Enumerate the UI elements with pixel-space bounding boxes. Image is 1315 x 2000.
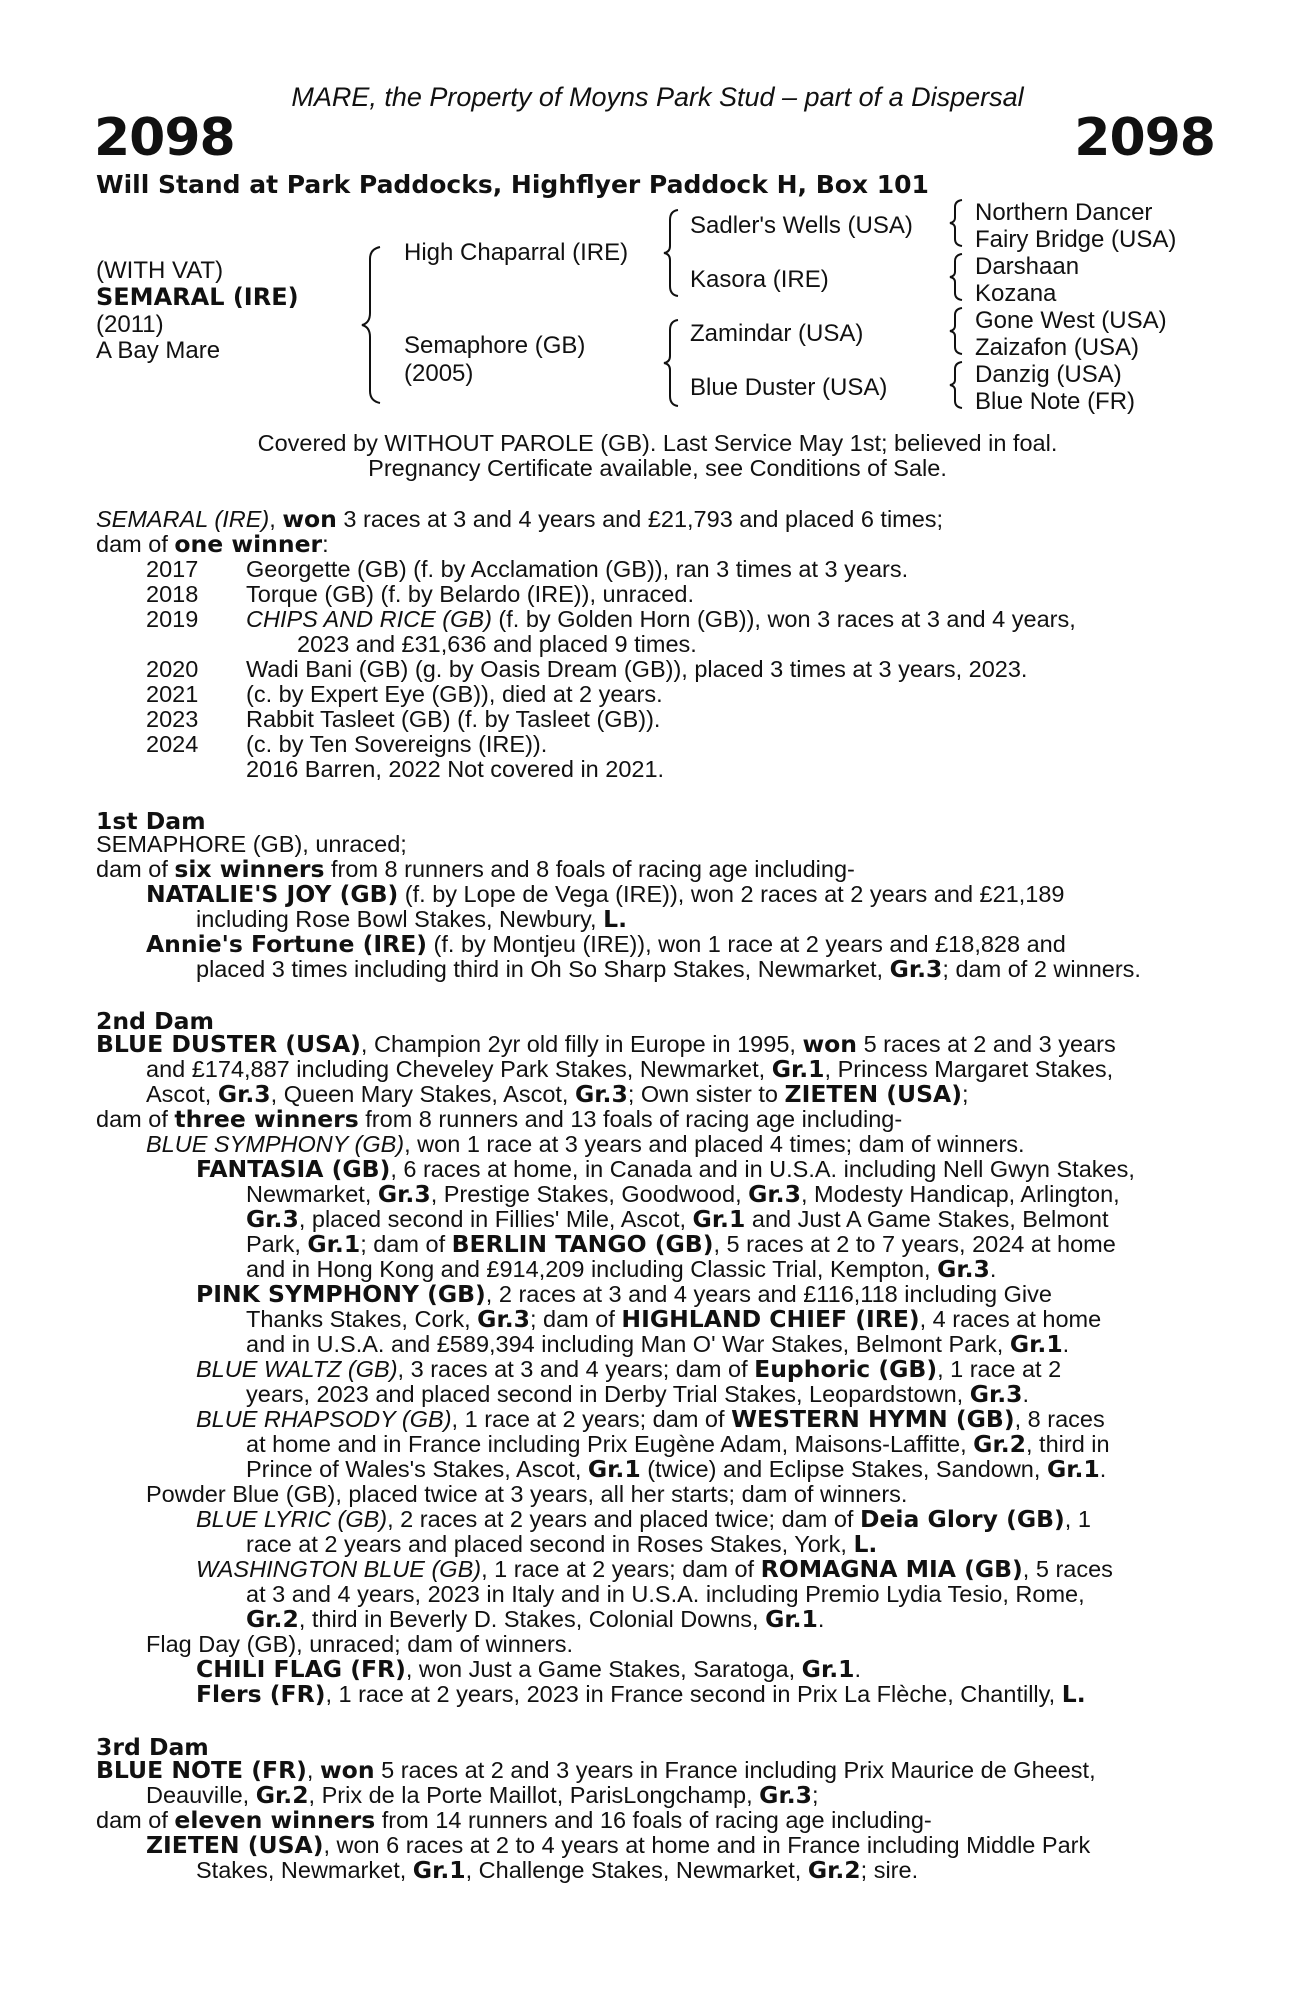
dam2-line [196, 1557, 1113, 1583]
text: , Prix de la Porte Maillot, ParisLongchamp, [308, 1782, 760, 1808]
grade: L. [603, 905, 627, 933]
text: Newmarket, [246, 1181, 378, 1207]
text: from 8 runners and 8 foals of racing age including- [324, 856, 855, 882]
winner-count: eleven winners [174, 1806, 376, 1834]
section-heading-3rd-dam: 3rd Dam [96, 1733, 209, 1761]
horse-name: PINK SYMPHONY (GB) [196, 1280, 486, 1308]
horse-name: NATALIE'S JOY (GB) [146, 880, 399, 908]
vat-note: (WITH VAT) [96, 257, 224, 284]
text: . [817, 1606, 825, 1632]
dam2-line [196, 1682, 1086, 1708]
dam2-line: at 3 and 4 years, 2023 in Italy and in U.S.A. including Premio Lydia Tesio, Rome, [246, 1581, 1085, 1607]
grade: Gr.2 [255, 1781, 309, 1809]
grade: Gr.1 [801, 1655, 855, 1683]
produce-text: Wadi Bani (GB) (g. by Oasis Dream (GB)), placed 3 times at 3 years, 2023. [246, 656, 1028, 682]
dam2-line [196, 1407, 1105, 1433]
text: , 4 races at home [919, 1306, 1102, 1332]
text: . [854, 1656, 862, 1682]
text: dam of [96, 856, 175, 882]
text: (f. by Montjeu (IRE)), won 1 race at 2 years and £18,828 and [427, 931, 1066, 957]
grade: Gr.2 [246, 1605, 299, 1633]
produce-text: Georgette (GB) (f. by Acclamation (GB)), ran 3 times at 3 years. [246, 556, 909, 582]
text: Park, [246, 1231, 308, 1257]
horse-name: BLUE DUSTER (USA) [96, 1030, 361, 1058]
dam2-line [146, 1057, 1113, 1083]
grade: L. [853, 1530, 878, 1558]
grade: Gr.1 [307, 1230, 361, 1258]
horse-name: FANTASIA (GB) [196, 1155, 391, 1183]
great-grandparent-3: Darshaan [975, 253, 1080, 280]
text: , [306, 1757, 320, 1783]
text: ; dam of [529, 1306, 622, 1332]
produce-text: (c. by Ten Sovereigns (IRE)). [246, 731, 548, 757]
great-grandparent-2: Fairy Bridge (USA) [975, 226, 1177, 253]
text: , 1 [1064, 1506, 1091, 1532]
grade: Gr.1 [412, 1856, 466, 1884]
winner-count: three winners [174, 1105, 359, 1133]
dam2-line [246, 1207, 1108, 1233]
produce-row [146, 707, 660, 733]
horse-name: ROMAGNA MIA (GB) [760, 1555, 1023, 1583]
produce-row-continuation [297, 632, 697, 658]
grade: Gr.3 [575, 1080, 628, 1108]
text: . [989, 1256, 997, 1282]
dam2-line [196, 1657, 861, 1683]
grade: Gr.1 [587, 1455, 641, 1483]
grade: Gr.2 [807, 1856, 861, 1884]
horse-name: ZIETEN (USA) [146, 1831, 324, 1859]
text: placed 3 times including third in Oh So Sharp Stakes, Newmarket, [196, 956, 890, 982]
horse-name: WESTERN HYMN (GB) [731, 1405, 1015, 1433]
horse-description: A Bay Mare [96, 337, 221, 364]
text: , 8 races [1014, 1406, 1105, 1432]
produce-row [146, 657, 1027, 683]
won-label: won [282, 505, 337, 533]
horse-name: BERLIN TANGO (GB) [451, 1230, 714, 1258]
horse-year: (2011) [96, 311, 164, 338]
produce-text: Torque (GB) (f. by Belardo (IRE)), unraced. [246, 581, 694, 607]
dam1-line [196, 957, 1141, 983]
text: 3 races at 3 and 4 years and £21,793 and placed 6 times; [336, 506, 944, 532]
grade: L. [1061, 1680, 1086, 1708]
text: ; dam of 2 winners. [942, 956, 1141, 982]
dam2-line [196, 1282, 1052, 1308]
text: , placed second in Fillies' Mile, Ascot, [298, 1206, 693, 1232]
produce-year: 2021 [146, 681, 199, 707]
text: , Queen Mary Stakes, Ascot, [270, 1081, 575, 1107]
text: ; sire. [860, 1857, 919, 1883]
grandsire-2: Zamindar (USA) [690, 320, 864, 347]
text: race at 2 years and placed second in Roses Stakes, York, [246, 1531, 854, 1557]
won-label: won [319, 1756, 375, 1784]
text: , [269, 506, 283, 532]
text: Stakes, Newmarket, [196, 1857, 413, 1883]
dam2-line: Flag Day (GB), unraced; dam of winners. [146, 1631, 574, 1657]
text: and £174,887 including Cheveley Park Stakes, Newmarket, [146, 1056, 772, 1082]
lot-number-left: 2098 [94, 108, 235, 168]
grade: Gr.3 [889, 955, 943, 983]
grade: Gr.1 [1009, 1330, 1063, 1358]
grade: Gr.3 [937, 1255, 990, 1283]
dam2-line [246, 1432, 1110, 1458]
produce-year: 2018 [146, 581, 199, 607]
pedigree-brace-g1 [948, 198, 968, 248]
horse-name: Deia Glory (GB) [859, 1505, 1065, 1533]
granddam-1: Kasora (IRE) [690, 266, 829, 293]
horse-name: SEMARAL (IRE) [96, 283, 299, 311]
produce-year: 2024 [146, 731, 199, 757]
text: , won Just a Game Stakes, Saratoga, [405, 1656, 802, 1682]
dam2-line [246, 1332, 1069, 1358]
dam-of-line [96, 532, 329, 558]
grade: Gr.3 [759, 1781, 812, 1809]
text: and Just A Game Stakes, Belmont [745, 1206, 1109, 1232]
text: ; Own sister to [627, 1081, 785, 1107]
text: , third in Beverly D. Stakes, Colonial Downs, [298, 1606, 766, 1632]
horse-name: WASHINGTON BLUE (GB) [196, 1556, 482, 1582]
text: : [322, 531, 329, 557]
text: , Prestige Stakes, Goodwood, [430, 1181, 749, 1207]
winner-count: one winner [174, 530, 323, 558]
text: from 8 runners and 13 foals of racing age including- [358, 1106, 903, 1132]
grade: Gr.3 [377, 1180, 431, 1208]
text: , Modesty Handicap, Arlington, [800, 1181, 1120, 1207]
grade: Gr.3 [246, 1205, 299, 1233]
produce-text: (f. by Golden Horn (GB)), won 3 races at 3 and 4 years, [491, 606, 1076, 632]
text: from 14 runners and 16 foals of racing age including- [375, 1807, 932, 1833]
page-subtitle: MARE, the Property of Moyns Park Stud – part of a Dispersal [291, 82, 1024, 112]
great-grandparent-4: Kozana [975, 280, 1057, 307]
text: (twice) and Eclipse Stakes, Sandown, [640, 1456, 1047, 1482]
dam2-line [96, 1032, 1116, 1058]
produce-text: 2023 and £31,636 and placed 9 times. [297, 631, 697, 657]
text: , Princess Margaret Stakes, [824, 1056, 1114, 1082]
text: , 6 races at home, in Canada and in U.S.A. including Nell Gwyn Stakes, [390, 1156, 1135, 1182]
text: , 5 races [1022, 1556, 1113, 1582]
dam3-line [146, 1783, 819, 1809]
dam2-line [146, 1082, 969, 1108]
dam1-line: SEMAPHORE (GB), unraced; [96, 831, 407, 857]
great-grandparent-7: Danzig (USA) [975, 361, 1122, 388]
grade: Gr.1 [771, 1055, 825, 1083]
text: including Rose Bowl Stakes, Newbury, [196, 906, 604, 932]
text: , 1 race at 2 years; dam of [451, 1406, 732, 1432]
grade: Gr.3 [748, 1180, 801, 1208]
produce-text: (c. by Expert Eye (GB)), died at 2 years. [246, 681, 663, 707]
dam1-line [96, 857, 855, 883]
dam2-line [246, 1607, 824, 1633]
dam2-line [196, 1157, 1135, 1183]
produce-winner-name: CHIPS AND RICE (GB) [246, 606, 492, 632]
dam3-line [96, 1758, 1096, 1784]
produce-year: 2017 [146, 556, 199, 582]
mare-summary [96, 507, 943, 533]
text: Prince of Wales's Stakes, Ascot, [246, 1456, 588, 1482]
text: ; [961, 1081, 969, 1107]
section-heading-2nd-dam: 2nd Dam [96, 1007, 214, 1035]
dam2-line [246, 1382, 1029, 1408]
horse-name: CHILI FLAG (FR) [196, 1655, 406, 1683]
dam2-line [246, 1232, 1116, 1258]
text: dam of [96, 531, 175, 557]
grade: Gr.3 [969, 1380, 1023, 1408]
text: 5 races at 2 and 3 years in France including Prix Maurice de Gheest, [374, 1757, 1096, 1783]
text: , 1 race at 2 years, 2023 in France second in Prix La Flèche, Chantilly, [325, 1681, 1062, 1707]
horse-name: BLUE NOTE (FR) [96, 1756, 307, 1784]
text: at home and in France including Prix Eugène Adam, Maisons-Laffitte, [246, 1431, 974, 1457]
produce-row [146, 582, 694, 608]
winner-count: six winners [174, 855, 325, 883]
won-label: won [802, 1030, 858, 1058]
pedigree-brace-g2 [948, 252, 968, 302]
text: , 5 races at 2 to 7 years, 2024 at home [713, 1231, 1116, 1257]
dam2-line [96, 1107, 902, 1133]
great-grandparent-5: Gone West (USA) [975, 307, 1167, 334]
dam2-line [246, 1182, 1120, 1208]
text: , 1 race at 2 years; dam of [481, 1556, 761, 1582]
pedigree-brace-dam [662, 318, 684, 408]
text: . [1099, 1456, 1107, 1482]
pedigree-brace-g4 [948, 360, 968, 410]
produce-year: 2019 [146, 606, 199, 632]
dam2-line [246, 1307, 1101, 1333]
dam2-line [196, 1357, 1061, 1383]
great-grandparent-6: Zaizafon (USA) [975, 334, 1140, 361]
produce-row-note [246, 757, 664, 783]
text: , 2 races at 2 years and placed twice; dam of [387, 1506, 860, 1532]
produce-row [146, 607, 1076, 633]
produce-year: 2023 [146, 706, 199, 732]
text: ; [811, 1782, 819, 1808]
covered-line-1: Covered by WITHOUT PAROLE (GB). Last Service May 1st; believed in foal. [257, 430, 1058, 456]
horse-name: HIGHLAND CHIEF (IRE) [621, 1305, 920, 1333]
produce-text: Rabbit Tasleet (GB) (f. by Tasleet (GB)). [246, 706, 661, 732]
text: Thanks Stakes, Cork, [246, 1306, 478, 1332]
produce-row [146, 682, 663, 708]
great-grandparent-8: Blue Note (FR) [975, 388, 1136, 415]
lot-number-right: 2098 [1074, 108, 1215, 168]
horse-name: ZIETEN (USA) [784, 1080, 962, 1108]
produce-year: 2020 [146, 656, 199, 682]
text: , Challenge Stakes, Newmarket, [465, 1857, 808, 1883]
grade: Gr.2 [973, 1430, 1026, 1458]
grade: Gr.1 [765, 1605, 818, 1633]
horse-name: BLUE WALTZ (GB) [196, 1356, 398, 1382]
text: , 1 race at 2 [937, 1356, 1062, 1382]
text: (f. by Lope de Vega (IRE)), won 2 races at 2 years and £21,189 [398, 881, 1065, 907]
dam2-line [146, 1132, 1025, 1158]
dam1-line [146, 932, 1066, 958]
dam2-line [196, 1507, 1091, 1533]
text: 5 races at 2 and 3 years [857, 1031, 1116, 1057]
horse-name: BLUE SYMPHONY (GB) [146, 1131, 405, 1157]
produce-row [146, 557, 908, 583]
dam2-line [246, 1457, 1106, 1483]
covered-line-2: Pregnancy Certificate available, see Conditions of Sale. [368, 455, 947, 481]
text: , third in [1025, 1431, 1110, 1457]
text: . [1022, 1381, 1030, 1407]
dam1-line [196, 907, 627, 933]
great-grandparent-1: Northern Dancer [975, 199, 1153, 226]
text: Deauville, [146, 1782, 256, 1808]
text: dam of [96, 1807, 175, 1833]
dam1-line [146, 882, 1065, 908]
text: and in Hong Kong and £914,209 including Classic Trial, Kempton, [246, 1256, 938, 1282]
text: , 3 races at 3 and 4 years; dam of [397, 1356, 755, 1382]
grandsire-1: Sadler's Wells (USA) [690, 212, 913, 239]
grade: Gr.1 [1046, 1455, 1100, 1483]
dam3-line [146, 1833, 1090, 1859]
text: Ascot, [146, 1081, 218, 1107]
mare-name-italic: SEMARAL (IRE) [96, 506, 270, 532]
horse-name: BLUE RHAPSODY (GB) [196, 1406, 452, 1432]
dam3-line [96, 1808, 932, 1834]
grade: Gr.3 [477, 1305, 530, 1333]
dam-year: (2005) [404, 360, 474, 387]
pedigree-brace-sire [662, 208, 684, 298]
horse-name: Flers (FR) [196, 1680, 326, 1708]
horse-name: Euphoric (GB) [754, 1355, 938, 1383]
sire-name: High Chaparral (IRE) [404, 239, 629, 266]
dam2-line [246, 1257, 996, 1283]
text: ; dam of [360, 1231, 452, 1257]
pedigree-brace-g3 [948, 306, 968, 356]
dam2-line [246, 1532, 877, 1558]
text: , won 6 races at 2 to 4 years at home and in France including Middle Park [323, 1832, 1091, 1858]
horse-name: BLUE LYRIC (GB) [196, 1506, 388, 1532]
stand-location: Will Stand at Park Paddocks, Highflyer Paddock H, Box 101 [96, 170, 929, 199]
text: dam of [96, 1106, 175, 1132]
dam-name: Semaphore (GB) [404, 332, 586, 359]
grade: Gr.1 [692, 1205, 746, 1233]
produce-text: 2016 Barren, 2022 Not covered in 2021. [246, 756, 665, 782]
horse-name: Annie's Fortune (IRE) [146, 930, 428, 958]
dam2-line: Powder Blue (GB), placed twice at 3 years, all her starts; dam of winners. [146, 1481, 908, 1507]
produce-row [146, 732, 547, 758]
pedigree-brace-main [360, 245, 390, 405]
text: , won 1 race at 3 years and placed 4 times; dam of winners. [404, 1131, 1025, 1157]
text: , Champion 2yr old filly in Europe in 1995, [360, 1031, 803, 1057]
section-heading-1st-dam: 1st Dam [96, 807, 206, 835]
dam3-line [196, 1858, 918, 1884]
text: , 2 races at 3 and 4 years and £116,118 including Give [485, 1281, 1052, 1307]
grade: Gr.3 [217, 1080, 271, 1108]
text: . [1062, 1331, 1070, 1357]
text: years, 2023 and placed second in Derby Trial Stakes, Leopardstown, [246, 1381, 970, 1407]
text: and in U.S.A. and £589,394 including Man O' War Stakes, Belmont Park, [246, 1331, 1010, 1357]
granddam-2: Blue Duster (USA) [690, 374, 888, 401]
